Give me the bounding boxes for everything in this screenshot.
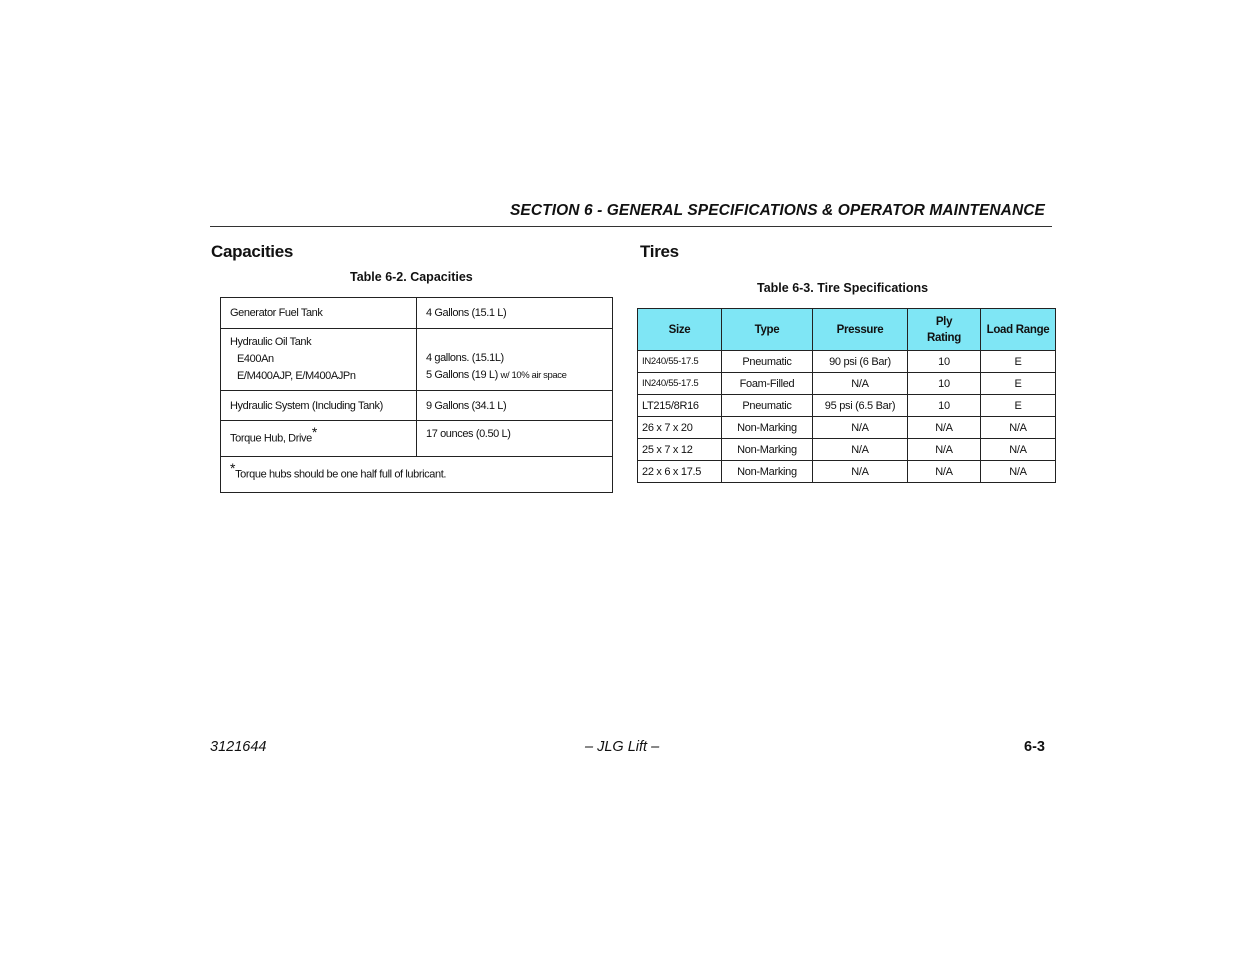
tire-load: N/A	[981, 439, 1056, 461]
torque-marker: *	[311, 424, 317, 441]
fuel-label: Generator Fuel Tank	[221, 298, 417, 329]
tire-pressure: N/A	[813, 461, 908, 483]
tire-ply: 10	[908, 395, 981, 417]
footer-center: – JLG Lift –	[585, 739, 660, 755]
tires-header-row	[638, 309, 1056, 351]
footnote-marker: *	[230, 460, 236, 477]
tire-pressure: N/A	[813, 373, 908, 395]
section-title: SECTION 6 - GENERAL SPECIFICATIONS & OPERATOR MAINTENANCE	[509, 202, 1045, 219]
tire-ply: N/A	[908, 417, 981, 439]
footnote-cell	[221, 457, 613, 493]
tire-type: Pneumatic	[722, 351, 813, 373]
capacities-caption: Table 6-2. Capacities	[350, 270, 473, 284]
tire-pressure: N/A	[813, 417, 908, 439]
tire-load: E	[981, 395, 1056, 417]
table-row	[221, 421, 613, 457]
table-row	[221, 391, 613, 421]
torque-value: 17 ounces (0.50 L)	[417, 421, 613, 457]
tire-size: LT215/8R16	[638, 395, 722, 417]
tire-ply: N/A	[908, 461, 981, 483]
tire-type: Foam-Filled	[722, 373, 813, 395]
doc-number: 3121644	[210, 739, 267, 755]
tire-size: 22 x 6 x 17.5	[638, 461, 722, 483]
tire-size: 26 x 7 x 20	[638, 417, 722, 439]
tire-load: E	[981, 373, 1056, 395]
tire-ply: N/A	[908, 439, 981, 461]
hyd-tank-value1: 4 gallons. (15.1L)	[426, 351, 504, 364]
tire-type: Non-Marking	[722, 461, 813, 483]
capacities-heading: Capacities	[211, 242, 294, 261]
tire-ply: 10	[908, 373, 981, 395]
table-row	[221, 298, 613, 329]
footnote-text: Torque hubs should be one half full of lubricant.	[235, 468, 447, 481]
tire-size: 25 x 7 x 12	[638, 439, 722, 461]
hyd-tank-values	[417, 329, 613, 391]
table-row	[638, 373, 1056, 395]
tire-pressure: 95 psi (6.5 Bar)	[813, 395, 908, 417]
col-header-size: Size	[638, 309, 722, 351]
torque-label: Torque Hub, Drive	[230, 432, 312, 445]
hyd-tank-sub1: E400An	[237, 353, 274, 365]
tire-load: N/A	[981, 417, 1056, 439]
tire-type: Non-Marking	[722, 439, 813, 461]
table-row	[638, 395, 1056, 417]
tire-type: Non-Marking	[722, 417, 813, 439]
col-header-load-range: Load Range	[981, 309, 1056, 351]
table-row	[221, 457, 613, 493]
tire-type: Pneumatic	[722, 395, 813, 417]
tire-ply: 10	[908, 351, 981, 373]
tires-table	[637, 308, 1056, 483]
hyd-tank-value2-note: w/ 10% air space	[500, 369, 567, 381]
tires-caption: Table 6-3. Tire Specifications	[757, 281, 929, 295]
tire-load: E	[981, 351, 1056, 373]
table-row	[638, 417, 1056, 439]
table-row	[638, 439, 1056, 461]
table-row	[221, 329, 613, 391]
tire-pressure: N/A	[813, 439, 908, 461]
col-header-pressure: Pressure	[813, 309, 908, 351]
header-rule	[210, 226, 1052, 227]
tires-heading: Tires	[640, 242, 679, 261]
table-row	[638, 461, 1056, 483]
fuel-value: 4 Gallons (15.1 L)	[417, 298, 613, 329]
capacities-table	[220, 297, 613, 493]
hyd-system-value: 9 Gallons (34.1 L)	[417, 391, 613, 421]
hyd-tank-cell	[221, 329, 417, 391]
col-header-ply-rating: Ply Rating	[908, 309, 981, 351]
table-row	[638, 351, 1056, 373]
hyd-system-label: Hydraulic System (Including Tank)	[221, 391, 417, 421]
torque-cell	[221, 421, 417, 457]
tire-size: IN240/55-17.5	[638, 351, 722, 373]
tire-size: IN240/55-17.5	[638, 373, 722, 395]
page-number: 6-3	[1024, 739, 1045, 755]
tire-pressure: 90 psi (6 Bar)	[813, 351, 908, 373]
hyd-tank-sub2: E/M400AJP, E/M400AJPn	[237, 370, 356, 382]
col-header-type: Type	[722, 309, 813, 351]
hyd-tank-label: Hydraulic Oil Tank	[230, 336, 312, 348]
tire-load: N/A	[981, 461, 1056, 483]
hyd-tank-value2: 5 Gallons (19 L)	[426, 368, 498, 381]
